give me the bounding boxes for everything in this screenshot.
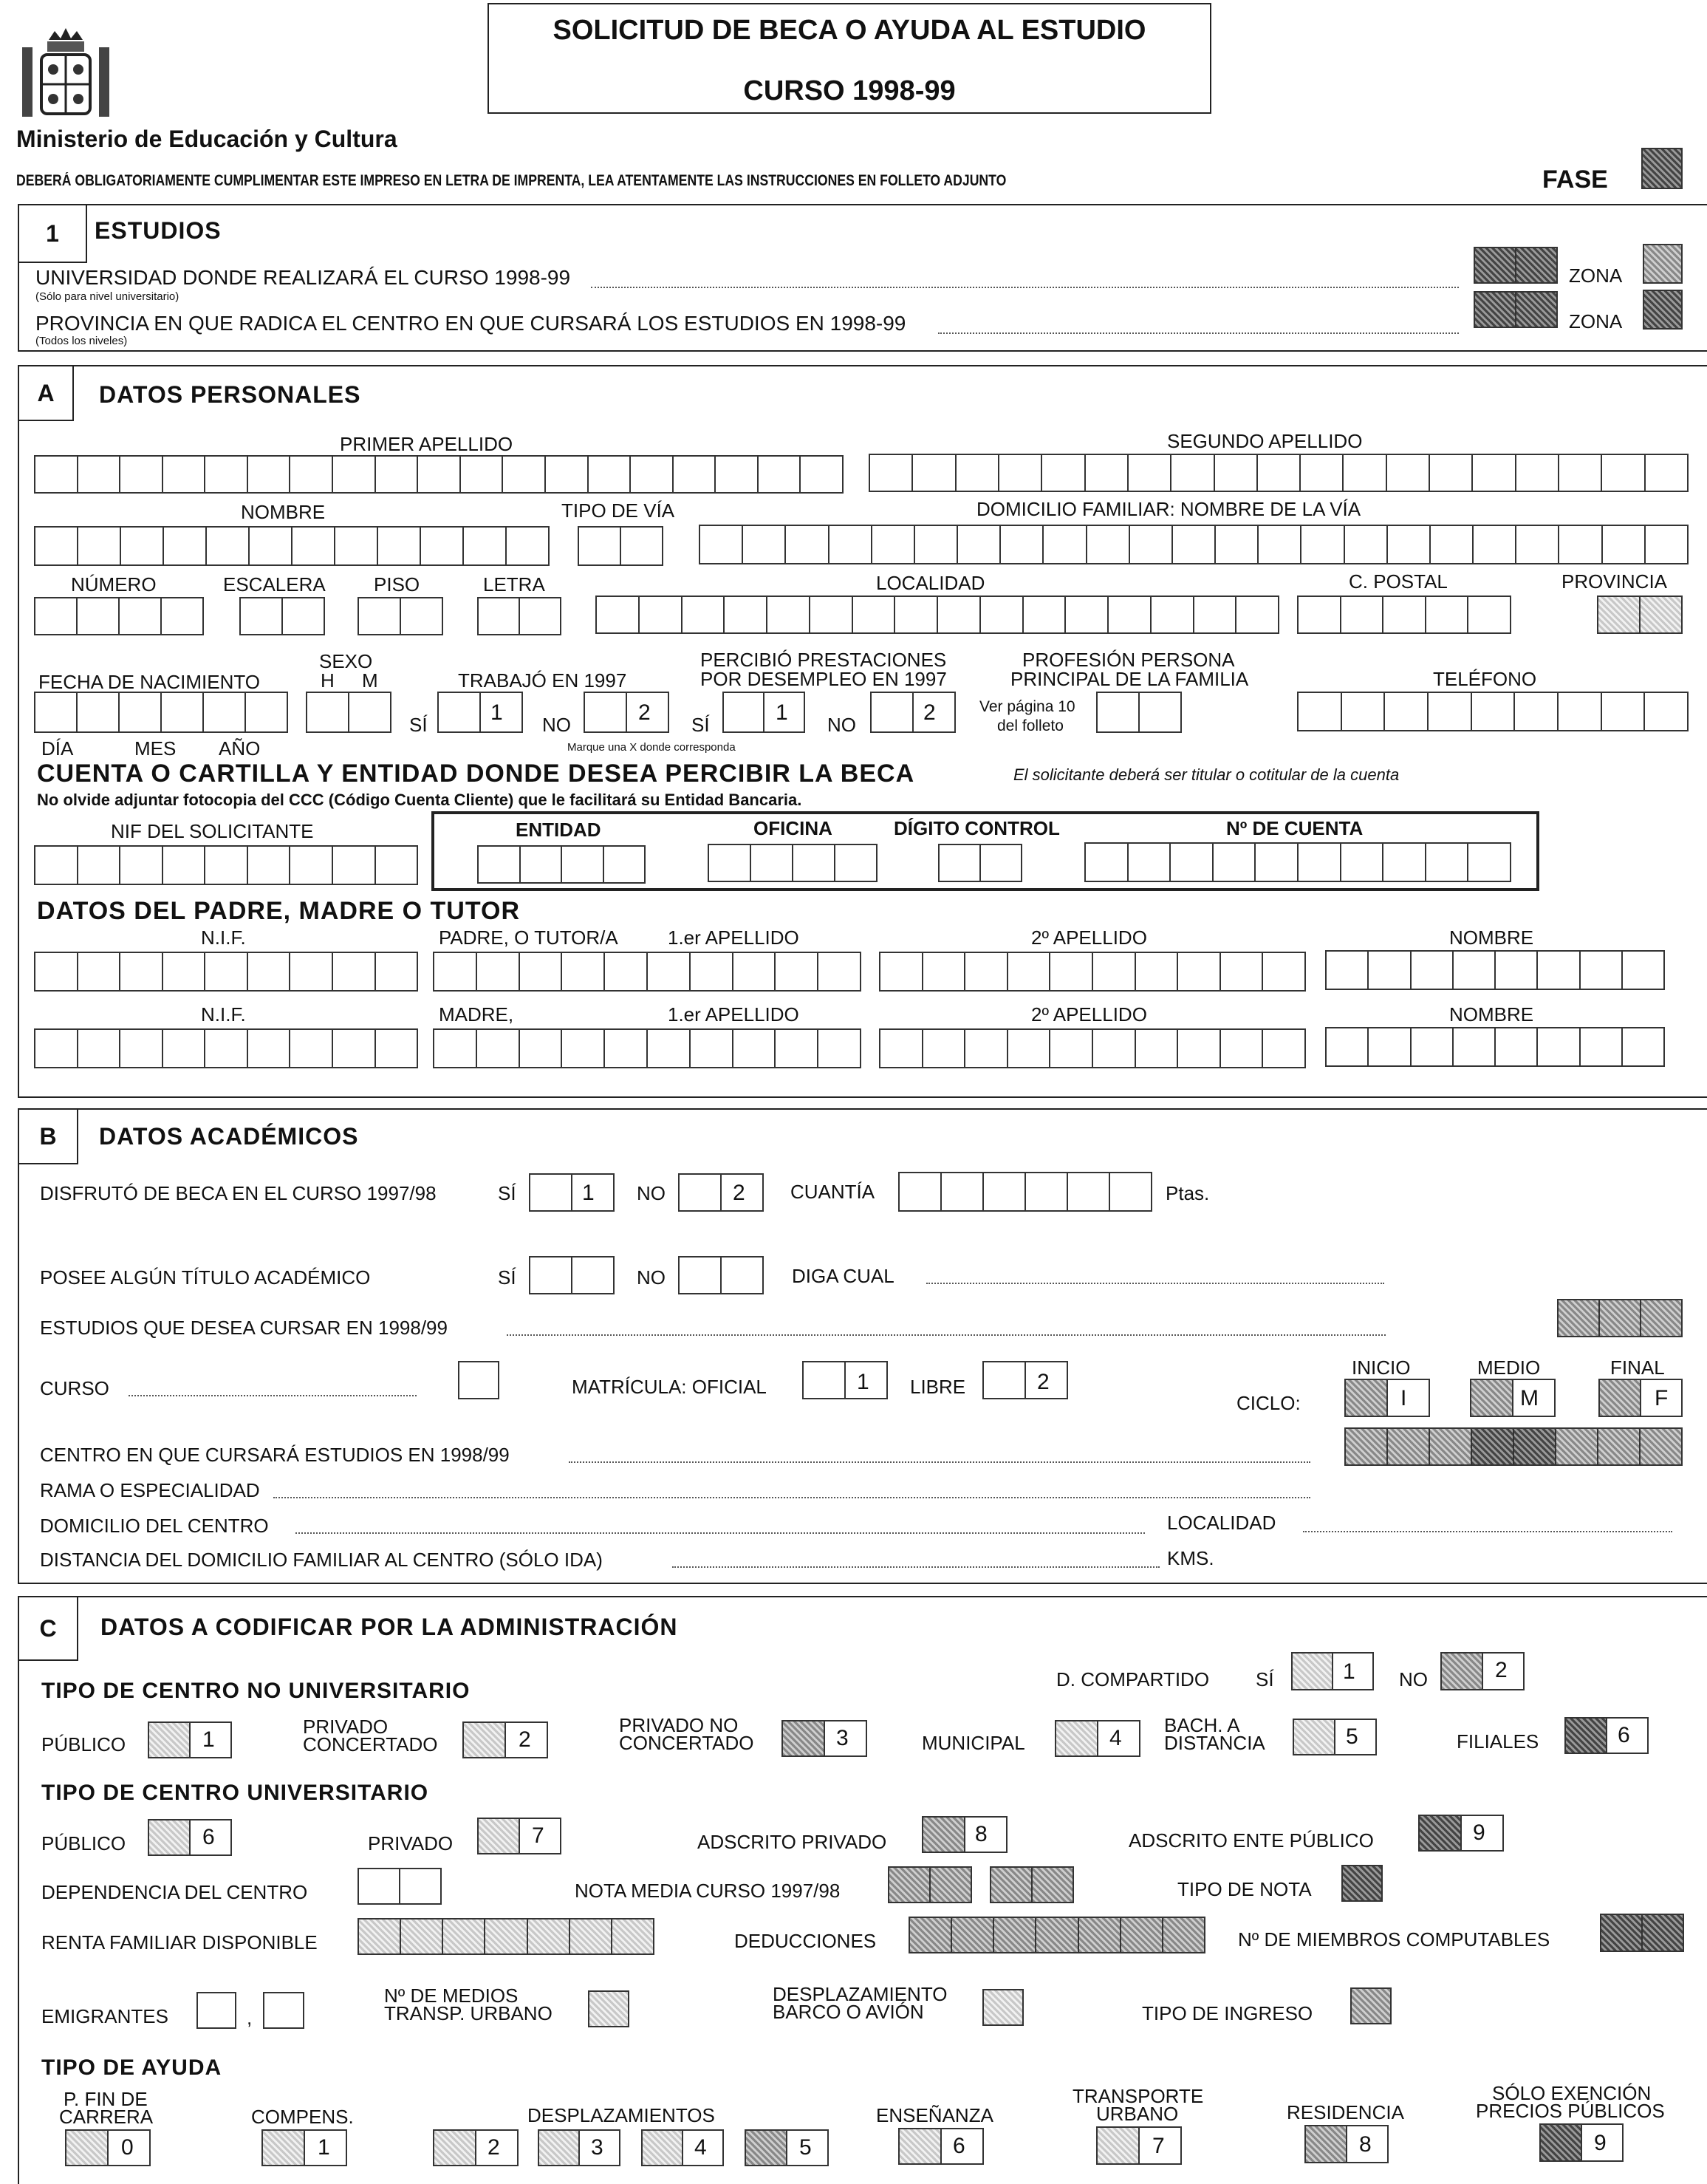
centro-label: CENTRO EN QUE CURSARÁ ESTUDIOS EN 1998/99 [40, 1444, 510, 1466]
cuenta-title: CUENTA O CARTILLA Y ENTIDAD DONDE DESEA PERCIBIR LA BECA [37, 760, 915, 788]
final-label: FINAL [1610, 1357, 1665, 1379]
dcompartido-si-label: SÍ [1256, 1668, 1274, 1690]
disfruto-si-box[interactable] [529, 1173, 615, 1212]
publico-box-2[interactable] [148, 1819, 232, 1856]
tipo-via-field[interactable] [578, 526, 663, 566]
dcompartido-si-box[interactable] [1291, 1652, 1374, 1690]
padre-nombre-field[interactable] [1325, 950, 1665, 990]
tipo-ingreso-label: TIPO DE INGRESO [1142, 2002, 1313, 2024]
form-year: CURSO 1998-99 [743, 75, 956, 106]
exencion-label-2: PRECIOS PÚBLICOS [1476, 2100, 1665, 2122]
medios-label-1: Nº DE MEDIOS [384, 1985, 519, 2007]
rama-field[interactable] [273, 1497, 1310, 1498]
madre-nombre-label: NOMBRE [1449, 1003, 1534, 1026]
section-b-title: DATOS ACADÉMICOS [99, 1123, 359, 1150]
ncuenta-field[interactable] [1084, 842, 1511, 882]
publico-label-2: PÚBLICO [41, 1832, 126, 1854]
trabajo-no-box[interactable] [584, 692, 669, 733]
ensenanza-code: 6 [953, 2134, 965, 2158]
escalera-field[interactable] [239, 597, 325, 635]
nombre-label: NOMBRE [241, 501, 326, 523]
cpostal-label: C. POSTAL [1349, 570, 1448, 593]
dependencia-field[interactable] [358, 1868, 442, 1905]
percibio-no-code: 2 [923, 700, 936, 725]
padre-apellido1-field[interactable] [433, 952, 861, 992]
ciclo-i-code: I [1400, 1386, 1407, 1410]
sexo-field[interactable] [306, 692, 391, 733]
ciclo-label: CICLO: [1236, 1392, 1301, 1414]
deducciones-label: DEDUCCIONES [734, 1930, 877, 1952]
ministry-name: Ministerio de Educación y Cultura [16, 126, 397, 152]
zona-box-1[interactable] [1643, 244, 1683, 284]
profesion-label-2: PRINCIPAL DE LA FAMILIA [1010, 668, 1249, 690]
madre-apellido1-label: 1.er APELLIDO [668, 1003, 799, 1026]
diga-label: DIGA CUAL [792, 1265, 894, 1287]
disfruto-no-code: 2 [733, 1181, 745, 1205]
miembros-label: Nº DE MIEMBROS COMPUTABLES [1238, 1928, 1550, 1951]
ensenanza-box[interactable] [898, 2128, 984, 2165]
nif-madre-label: N.I.F. [201, 1003, 246, 1026]
desplazamientos-label: DESPLAZAMIENTOS [527, 2104, 715, 2126]
desplazamiento-label-2: BARCO O AVIÓN [773, 2001, 924, 2023]
adscrito-privado-box[interactable] [922, 1816, 1008, 1853]
desplazamientos-box-3[interactable] [538, 2129, 620, 2166]
privado-box[interactable] [477, 1818, 561, 1854]
profesion-field[interactable] [1096, 692, 1182, 733]
titulo-no-box[interactable] [678, 1256, 764, 1294]
renta-label: RENTA FAMILIAR DISPONIBLE [41, 1931, 318, 1953]
universidad-note: (Sólo para nivel universitario) [35, 290, 179, 303]
ver-pagina-1: Ver página 10 [979, 698, 1075, 715]
titulo-si-box[interactable] [529, 1256, 615, 1294]
transporte-box[interactable] [1096, 2126, 1182, 2165]
emigrantes-box-2[interactable] [263, 1992, 304, 2029]
medios-label-2: TRANSP. URBANO [384, 2002, 553, 2024]
mes-label: MES [134, 737, 177, 760]
escalera-label: ESCALERA [223, 573, 326, 596]
nota-media-label: NOTA MEDIA CURSO 1997/98 [575, 1880, 841, 1902]
trabajo-si-code: 1 [490, 700, 503, 725]
fin-carrera-label-2: CARRERA [59, 2106, 154, 2128]
desplazamientos-box-2[interactable] [433, 2129, 519, 2166]
trabajo-label: TRABAJÓ EN 1997 [458, 669, 627, 692]
coat-of-arms-icon [18, 25, 114, 121]
municipal-label: MUNICIPAL [922, 1732, 1025, 1754]
municipal-box[interactable] [1055, 1720, 1140, 1757]
madre-label: MADRE, [439, 1003, 514, 1026]
compens-code: 1 [318, 2135, 330, 2160]
trabajo-si-box[interactable] [437, 692, 523, 733]
desplazamientos-code-2: 2 [488, 2135, 500, 2160]
section-a-letter: A [18, 365, 74, 421]
compens-box[interactable] [261, 2129, 347, 2166]
domicilio-label: DOMICILIO FAMILIAR: NOMBRE DE LA VÍA [976, 498, 1361, 520]
cuantia-field[interactable] [898, 1172, 1152, 1212]
adscrito-publico-label: ADSCRITO ENTE PÚBLICO [1129, 1829, 1374, 1852]
dcompartido-label: D. COMPARTIDO [1056, 1668, 1210, 1690]
madre-apellido2-field[interactable] [879, 1028, 1306, 1068]
nif-padre-label: N.I.F. [201, 927, 246, 949]
section-b-letter: B [18, 1108, 78, 1164]
zona-box-2[interactable] [1643, 290, 1683, 330]
curso-label: CURSO [40, 1377, 109, 1399]
tipo-ingreso-box[interactable] [1350, 1987, 1392, 2024]
bach-label-2: DISTANCIA [1164, 1732, 1265, 1754]
primer-apellido-field[interactable] [34, 455, 844, 494]
padre-nombre-label: NOMBRE [1449, 927, 1534, 949]
residencia-code: 8 [1359, 2132, 1372, 2157]
kms-label: KMS. [1167, 1547, 1214, 1569]
oficina-field[interactable] [708, 844, 878, 882]
nif-padre-field[interactable] [34, 952, 418, 992]
nombre-field[interactable] [34, 526, 550, 566]
numero-field[interactable] [34, 597, 204, 635]
oficina-label: OFICINA [753, 817, 832, 839]
anio-label: AÑO [219, 737, 261, 760]
madre-nombre-field[interactable] [1325, 1027, 1665, 1067]
ccc-note: No olvide adjuntar fotocopia del CCC (Código Cuenta Cliente) que le facilitará su Entidad Bancaria. [37, 791, 802, 809]
desplazamiento-box[interactable] [982, 1989, 1024, 2026]
trabajo-si-label: SÍ [409, 714, 428, 736]
matricula-oficial-box[interactable] [802, 1361, 888, 1399]
provincia-centro-label: PROVINCIA EN QUE RADICA EL CENTRO EN QUE CURSARÁ LOS ESTUDIOS EN 1998-99 [35, 312, 906, 335]
publico-code-2: 6 [202, 1825, 215, 1849]
fin-carrera-box[interactable] [65, 2129, 151, 2166]
renta-field[interactable] [358, 1918, 654, 1955]
ncuenta-label: Nº DE CUENTA [1226, 817, 1364, 839]
matricula-libre-code: 2 [1037, 1370, 1050, 1394]
section-1-number: 1 [18, 204, 87, 263]
tipo-univ-title: TIPO DE CENTRO UNIVERSITARIO [41, 1781, 429, 1805]
fin-carrera-label-1: P. FIN DE [64, 2088, 148, 2110]
cpostal-field[interactable] [1297, 596, 1511, 634]
entidad-field[interactable] [477, 845, 646, 884]
provincia-centro-note: (Todos los niveles) [35, 335, 128, 347]
libre-label: LIBRE [910, 1376, 966, 1398]
disfruto-no-box[interactable] [678, 1173, 764, 1212]
localidad-label: LOCALIDAD [876, 572, 985, 594]
privado-code: 7 [532, 1823, 544, 1848]
madre-apellido2-label: 2º APELLIDO [1031, 1003, 1147, 1026]
desplazamientos-box-4[interactable] [641, 2129, 724, 2166]
ciclo-medio-box[interactable] [1470, 1379, 1556, 1417]
transporte-code: 7 [1152, 2134, 1165, 2158]
dcompartido-no-label: NO [1399, 1668, 1428, 1690]
piso-label: PISO [374, 573, 420, 596]
privado-conc-code: 2 [519, 1727, 531, 1752]
section-1-title: ESTUDIOS [95, 217, 222, 244]
distancia-label: DISTANCIA DEL DOMICILIO FAMILIAR AL CENTRO (SÓLO IDA) [40, 1549, 603, 1571]
filiales-box[interactable] [1564, 1717, 1649, 1754]
telefono-field[interactable] [1297, 692, 1689, 731]
digito-field[interactable] [938, 844, 1022, 882]
padre-apellido1-label: 1.er APELLIDO [668, 927, 799, 949]
universidad-field[interactable] [591, 287, 1459, 288]
privado-noconc-box[interactable] [781, 1720, 867, 1757]
adscrito-publico-box[interactable] [1418, 1815, 1504, 1852]
section-c-title: DATOS A CODIFICAR POR LA ADMINISTRACIÓN [100, 1614, 678, 1640]
sexo-label: SEXO [319, 650, 373, 672]
percibio-no-label: NO [827, 714, 856, 736]
bach-box[interactable] [1293, 1719, 1377, 1755]
adscrito-privado-code: 8 [975, 1822, 988, 1846]
localidad-centro-field[interactable] [1303, 1531, 1672, 1532]
ciclo-final-box[interactable] [1598, 1379, 1683, 1417]
cuantia-label: CUANTÍA [790, 1181, 875, 1203]
instructions-text: DEBERÁ OBLIGATORIAMENTE CUMPLIMENTAR ESTE IMPRESO EN LETRA DE IMPRENTA, LEA ATENTAMENTE LAS INSTRUCCIONES EN FOLLETO ADJUNTO [16, 172, 1007, 189]
letra-field[interactable] [477, 597, 561, 635]
disfruto-label: DISFRUTÓ DE BECA EN EL CURSO 1997/98 [40, 1182, 437, 1204]
filiales-label: FILIALES [1457, 1730, 1539, 1753]
fase-box [1641, 148, 1683, 189]
zona-label-2: ZONA [1569, 310, 1623, 332]
disfruto-si-label: SÍ [498, 1182, 516, 1204]
estudios-label: ESTUDIOS QUE DESEA CURSAR EN 1998/99 [40, 1317, 448, 1339]
titulo-no-label: NO [637, 1266, 666, 1289]
medio-label: MEDIO [1477, 1357, 1541, 1379]
ptas-label: Ptas. [1166, 1182, 1210, 1204]
desplazamientos-code-3: 3 [591, 2135, 603, 2160]
provincia-centro-field[interactable] [938, 332, 1459, 334]
desplazamientos-box-5[interactable] [745, 2129, 829, 2166]
padre-apellido2-field[interactable] [879, 952, 1306, 992]
diga-field[interactable] [926, 1283, 1384, 1284]
telefono-label: TELÉFONO [1433, 668, 1537, 690]
digito-label: DÍGITO CONTROL [894, 817, 1060, 839]
tipo-ayuda-title: TIPO DE AYUDA [41, 2055, 222, 2080]
distancia-field[interactable] [672, 1566, 1160, 1568]
percibio-si-label: SÍ [691, 714, 710, 736]
curso-box[interactable] [458, 1361, 499, 1399]
percibio-si-box[interactable] [722, 692, 805, 733]
inicio-label: INICIO [1352, 1357, 1411, 1379]
ciclo-inicio-box[interactable] [1344, 1379, 1430, 1417]
segundo-apellido-field[interactable] [869, 454, 1689, 492]
bach-label-1: BACH. A [1164, 1714, 1240, 1736]
transporte-label-2: URBANO [1096, 2103, 1179, 2125]
profesion-label-1: PROFESIÓN PERSONA [1022, 649, 1235, 671]
dependencia-label: DEPENDENCIA DEL CENTRO [41, 1881, 308, 1903]
ciclo-f-code: F [1655, 1386, 1669, 1410]
ensenanza-label: ENSEÑANZA [876, 2104, 993, 2126]
percibio-no-box[interactable] [870, 692, 956, 733]
exencion-code: 9 [1594, 2131, 1607, 2155]
emigrantes-label: EMIGRANTES [41, 2005, 168, 2027]
centro-code[interactable] [1344, 1427, 1683, 1466]
percibio-si-code: 1 [776, 700, 788, 725]
transporte-label-1: TRANSPORTE [1073, 2085, 1204, 2107]
tipo-no-univ-title: TIPO DE CENTRO NO UNIVERSITARIO [41, 1679, 471, 1703]
trabajo-no-label: NO [542, 714, 571, 736]
exencion-box[interactable] [1539, 2123, 1624, 2162]
municipal-code: 4 [1109, 1726, 1122, 1750]
emigrantes-box-1[interactable] [196, 1992, 236, 2029]
ciclo-m-code: M [1520, 1386, 1539, 1410]
zona-label-1: ZONA [1569, 265, 1623, 287]
letra-label: LETRA [483, 573, 545, 596]
emigrantes-comma: , [247, 2007, 253, 2029]
fecha-nacimiento-label: FECHA DE NACIMIENTO [38, 671, 261, 693]
madre-apellido1-field[interactable] [433, 1028, 861, 1068]
entidad-label: ENTIDAD [516, 819, 601, 841]
form-title: SOLICITUD DE BECA O AYUDA AL ESTUDIO [553, 15, 1146, 46]
dcompartido-si-code: 1 [1343, 1659, 1355, 1684]
residencia-box[interactable] [1304, 2125, 1389, 2163]
matricula-libre-box[interactable] [982, 1361, 1068, 1399]
fin-carrera-code: 0 [121, 2135, 134, 2160]
adscrito-privado-label: ADSCRITO PRIVADO [697, 1831, 887, 1853]
privado-conc-label-1: PRIVADO [303, 1716, 389, 1738]
privado-noconc-label-1: PRIVADO NO [619, 1714, 739, 1736]
domicilio-centro-field[interactable] [295, 1532, 1145, 1534]
publico-label-1: PÚBLICO [41, 1733, 126, 1755]
domicilio-field[interactable] [699, 525, 1689, 564]
bach-code: 5 [1346, 1724, 1358, 1749]
nota-media-dec-field[interactable] [990, 1866, 1074, 1903]
tipo-nota-label: TIPO DE NOTA [1177, 1878, 1312, 1900]
disfruto-si-code: 1 [582, 1181, 595, 1205]
padres-title: DATOS DEL PADRE, MADRE O TUTOR [37, 897, 521, 925]
dcompartido-no-box[interactable] [1440, 1652, 1525, 1690]
nif-solicitante-field[interactable] [34, 845, 418, 885]
dcompartido-no-code: 2 [1495, 1658, 1508, 1682]
marque-note: Marque una X donde corresponda [567, 741, 736, 754]
titulo-label: POSEE ALGÚN TÍTULO ACADÉMICO [40, 1266, 371, 1289]
provincia-field[interactable] [1597, 596, 1683, 634]
exencion-label-1: SÓLO EXENCIÓN [1492, 2082, 1652, 2104]
adscrito-publico-code: 9 [1473, 1820, 1485, 1845]
provincia-code[interactable] [1474, 291, 1558, 328]
tipo-nota-box[interactable] [1341, 1865, 1383, 1902]
section-a-title: DATOS PERSONALES [99, 381, 361, 408]
privado-conc-box[interactable] [462, 1721, 548, 1758]
sexo-h-label: H [321, 669, 335, 692]
filiales-code: 6 [1618, 1723, 1630, 1747]
segundo-apellido-label: SEGUNDO APELLIDO [1167, 430, 1363, 452]
curso-field[interactable] [129, 1395, 417, 1396]
residencia-label: RESIDENCIA [1287, 2101, 1404, 2123]
padre-label: PADRE, O TUTOR/A [439, 927, 618, 949]
cuenta-note: El solicitante deberá ser titular o cotitular de la cuenta [1013, 765, 1400, 784]
matricula-label: MATRÍCULA: OFICIAL [572, 1376, 767, 1398]
medios-box[interactable] [588, 1990, 629, 2027]
desplazamientos-code-5: 5 [799, 2135, 812, 2160]
nif-solicitante-label: NIF DEL SOLICITANTE [111, 820, 314, 842]
padre-apellido2-label: 2º APELLIDO [1031, 927, 1147, 949]
ver-pagina-2: del folleto [997, 717, 1064, 734]
universidad-code[interactable] [1474, 247, 1558, 284]
publico-box-1[interactable] [148, 1721, 232, 1758]
fase-label: FASE [1542, 165, 1608, 194]
provincia-label: PROVINCIA [1561, 570, 1668, 593]
localidad-centro-label: LOCALIDAD [1167, 1512, 1276, 1534]
privado-noconc-code: 3 [836, 1726, 849, 1750]
miembros-field[interactable] [1600, 1914, 1684, 1952]
estudios-field[interactable] [507, 1334, 1386, 1336]
percibio-label-1: PERCIBIÓ PRESTACIONES [700, 649, 947, 671]
nif-madre-field[interactable] [34, 1028, 418, 1068]
desplazamiento-label-1: DESPLAZAMIENTO [773, 1983, 948, 2005]
trabajo-no-code: 2 [638, 700, 651, 725]
tipo-via-label: TIPO DE VÍA [561, 499, 675, 522]
privado-label: PRIVADO [368, 1832, 454, 1854]
disfruto-no-label: NO [637, 1182, 666, 1204]
section-datos-academicos [18, 1108, 1707, 1584]
numero-label: NÚMERO [71, 573, 157, 596]
titulo-si-label: SÍ [498, 1266, 516, 1289]
domicilio-centro-label: DOMICILIO DEL CENTRO [40, 1515, 269, 1537]
rama-label: RAMA O ESPECIALIDAD [40, 1479, 260, 1501]
percibio-label-2: POR DESEMPLEO EN 1997 [700, 668, 947, 690]
publico-code-1: 1 [202, 1727, 215, 1752]
section-c-letter: C [18, 1596, 78, 1661]
desplazamientos-code-4: 4 [694, 2135, 707, 2160]
primer-apellido-label: PRIMER APELLIDO [340, 433, 513, 455]
fecha-nacimiento-field[interactable] [34, 692, 288, 733]
universidad-label: UNIVERSIDAD DONDE REALIZARÁ EL CURSO 1998-99 [35, 266, 571, 289]
deducciones-field[interactable] [909, 1917, 1205, 1953]
dia-label: DÍA [41, 737, 74, 760]
compens-label: COMPENS. [251, 2106, 354, 2128]
privado-noconc-label-2: CONCERTADO [619, 1732, 754, 1754]
centro-field[interactable] [569, 1461, 1310, 1463]
estudios-code[interactable] [1557, 1299, 1683, 1337]
sexo-m-label: M [362, 669, 378, 692]
localidad-field[interactable] [595, 596, 1279, 634]
piso-field[interactable] [358, 597, 443, 635]
nota-media-int-field[interactable] [888, 1866, 972, 1903]
matricula-oficial-code: 1 [857, 1370, 869, 1394]
privado-conc-label-2: CONCERTADO [303, 1733, 438, 1755]
